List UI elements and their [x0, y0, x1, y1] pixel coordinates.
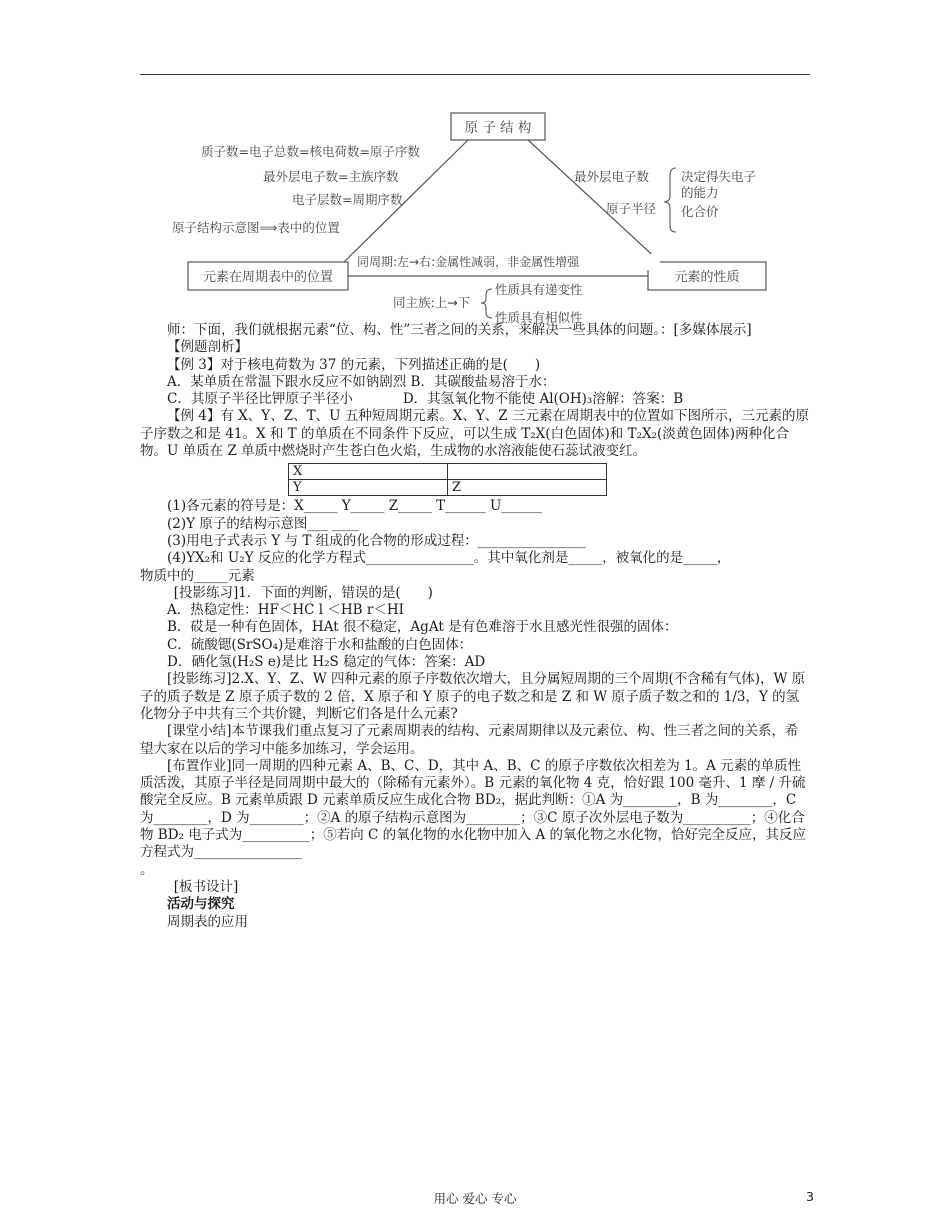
- example3-options-ab: [140, 374, 812, 391]
- table-row: [289, 480, 607, 496]
- right-line-2: 原子半径: [606, 201, 657, 216]
- element-position-table: [288, 463, 607, 496]
- option-b: B．其碳酸盐易溶于水：: [410, 373, 556, 390]
- homework: [布置作业]同一周期的四种元素 A、B、C、D，其中 A、B、C 的原子序数依次相差为 1。A 元素的单质性质活泼，其原子半径是同周期中最大的（除稀有元素外）。B 元素的氧化物 4 克，恰好跟 100 毫升、1 摩 / 升硫酸完全反应。B 元素单质跟 D 元素单质反应生成化合物 BD₂，据此判断：①A 为________，B 为________，C 为________，D 为________；②A 的原子结构示意图为________；③C 原子次外层电子数为__________；④化合物 BD₂ 电子式为__________；⑤若向 C 的氧化物的水化物中加入 A 的氧化物之水化物，恰好完全反应，其反应方程式为________________: [140, 757, 806, 861]
- footer-motto: 用心 爱心 专心: [433, 1191, 517, 1206]
- periodic-table-application: 周期表的应用: [167, 913, 248, 930]
- atomic-structure-diagram: [0, 0, 950, 330]
- group-item-2: 性质具有相似性: [495, 310, 583, 325]
- diagram-top-label: 原 子 结 构: [464, 120, 532, 136]
- brace-line-2: 的能力: [681, 185, 719, 200]
- example4-question: 【例 4】有 X、Y、Z、T、U 五种短周期元素。X、Y、Z 三元素在周期表中的位置如下图所示，三元素的原子序数之和是 41。X 和 T 的单质在不同条件下反应，可以生成 T₂X(白色固体)和 T₂X₂(淡黄色固体)两种化合物。U 单质在 Z 单质中燃烧时产生苍白色火焰，生成物的水溶液能使石蕊试液变红。: [140, 408, 809, 460]
- teacher-paragraph: 师：下面，我们就根据元素“位、构、性”三者之间的关系，来解决一些具体的问题。：[多媒体展示]: [167, 322, 752, 338]
- group-trend-label: 同主族:上→下: [393, 295, 471, 310]
- group-item-1: 性质具有递变性: [495, 282, 583, 297]
- diagram-left-box-label: 元素在周期表中的位置: [202, 270, 334, 285]
- left-line-4: 原子结构示意图⟹表中的位置: [172, 220, 340, 235]
- table-cell: Z: [448, 480, 607, 496]
- table-cell: X: [289, 464, 448, 480]
- proj1-option-d: D．硒化氢(H₂S e)是比 H₂S 稳定的气体：答案：AD: [167, 654, 486, 671]
- question-1: (1)各元素的符号是：X_____ Y_____ Z_____ T______ U______: [167, 498, 542, 515]
- table-row: [289, 464, 607, 480]
- option-c: C．其原子半径比钾原子半径小: [167, 391, 353, 408]
- left-line-1: 质子数=电子总数=核电荷数=原子序数: [201, 144, 420, 159]
- question-2: (2)Y 原子的结构示意图___ ____: [167, 515, 359, 532]
- example3-options-cd: [140, 391, 812, 408]
- brace-line-1: 决定得失电子: [681, 169, 757, 184]
- proj1-option-a: A．热稳定性：HF＜HC l ＜HB r＜HI: [167, 602, 404, 619]
- right-line-1: 最外层电子数: [574, 169, 650, 184]
- example3-question: 【例 3】对于核电荷数为 37 的元素，下列描述正确的是( ): [167, 356, 541, 373]
- period-trend-label: 同周期:左→右:金属性减弱，非金属性增强: [357, 255, 580, 269]
- question-4: (4)YX₂和 U₂Y 反应的化学方程式________________。其中氧化剂是_____，被氧化的是_____，: [167, 550, 731, 567]
- projection-exercise-1: [投影练习]1．下面的判断，错误的是( ): [173, 584, 433, 601]
- option-a: A．某单质在常温下跟水反应不如钠剧烈: [167, 373, 407, 390]
- left-line-2: 最外层电子数=主族序数: [263, 169, 399, 184]
- question-4-continued: 物质中的_____元素: [140, 567, 255, 584]
- table-cell: Y: [289, 480, 448, 496]
- right-brace: [664, 168, 676, 232]
- proj1-option-b: B．砹是一种有色固体，HAt 很不稳定，AgAt 是有色难溶于水且感光性很强的固体：: [167, 619, 678, 636]
- left-line-3: 电子层数=周期序数: [292, 192, 403, 207]
- diagram-right-box-label: 元素的性质: [674, 270, 740, 285]
- proj1-option-c: C．硫酸锶(SrSO₄)是难溶于水和盐酸的白色固体：: [167, 636, 473, 653]
- homework-end-mark: 。: [140, 861, 154, 878]
- analysis-heading: 【例题剖析】: [167, 339, 248, 356]
- projection-exercise-2: [投影练习]2.X、Y、Z、W 四种元素的原子序数依次增大，且分属短周期的三个周期(不含稀有气体)，W 原子的质子数是 Z 原子质子数的 2 倍，X 原子和 Y 原子的电子数之和是 Z 和 W 原子质子数之和的 1/3，Y 的氢化物分子中共有三个共价键，判断它们各是什么元素?: [140, 671, 806, 722]
- page-number: 3: [806, 1189, 814, 1204]
- class-summary: [课堂小结]本节课我们重点复习了元素周期表的结构、元素周期律以及元素位、构、性三者之间的关系，希望大家在以后的学习中能多加练习，学会运用。: [140, 723, 799, 757]
- activity-heading: 活动与探究: [167, 896, 235, 913]
- document-body: [140, 322, 812, 931]
- brace-line-3: 化合价: [681, 204, 719, 219]
- question-3: (3)用电子式表示 Y 与 T 组成的化合物的形成过程：________________: [167, 532, 586, 549]
- board-design-heading: [板书设计]: [173, 878, 239, 895]
- option-d: D．其氢氧化物不能使 Al(OH)₃溶解：答案：B: [402, 391, 684, 408]
- table-cell: [448, 464, 607, 480]
- group-brace: [481, 289, 492, 318]
